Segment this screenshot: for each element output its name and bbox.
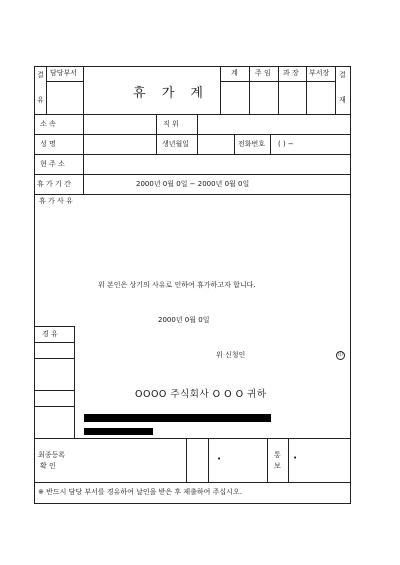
grid-line — [156, 114, 157, 154]
footer-note: ※ 반드시 담당 부서를 경유하여 날인을 받은 후 제출하여 주십시오. — [38, 488, 242, 496]
application-date: 2000년 0월 0일 — [158, 316, 210, 324]
review-box-4[interactable] — [35, 407, 74, 438]
phone-label: 전화번호 — [238, 140, 266, 148]
grid-line — [83, 66, 84, 114]
approver-header-3: 과 장 — [283, 69, 299, 77]
signature-box-1[interactable] — [221, 82, 249, 114]
approval-right-label-top: 결 — [339, 71, 346, 79]
approver-header-1: 계 — [231, 69, 238, 77]
name-field[interactable] — [84, 135, 156, 154]
bullet-mark-2: • — [293, 454, 298, 462]
review-box-2[interactable] — [35, 359, 74, 390]
signature-box-2[interactable] — [250, 82, 278, 114]
grid-line — [288, 438, 289, 482]
dept-in-charge-label: 담당부서 — [50, 69, 78, 77]
name-label: 성 명 — [40, 140, 56, 148]
position-label: 직 위 — [163, 120, 179, 128]
grid-line — [186, 438, 187, 482]
grid-line — [34, 194, 350, 195]
review-box-3[interactable] — [35, 391, 74, 406]
position-field[interactable] — [198, 115, 350, 134]
grid-line — [34, 326, 75, 327]
birthdate-label: 생년월일 — [162, 140, 190, 148]
applicant-label: 위 신청인 — [216, 351, 246, 359]
grid-line — [34, 482, 350, 483]
redacted-text-bar-1 — [84, 414, 271, 422]
seal-icon: 印 — [337, 352, 343, 358]
grid-line — [270, 134, 271, 154]
grid-line — [208, 438, 209, 482]
form-border-top — [34, 66, 350, 67]
grid-line — [34, 174, 350, 175]
dept-label: 소 속 — [40, 120, 56, 128]
leave-reason-label: 휴 가 사 유 — [39, 197, 73, 205]
declaration-statement: 위 본인은 상기의 사유로 인하여 휴가하고자 합니다. — [98, 281, 256, 289]
grid-line — [34, 134, 350, 135]
review-label: 경 유 — [42, 330, 58, 338]
recipient-line: OOOO 주식회사 O O O 귀하 — [135, 389, 267, 400]
grid-line — [234, 134, 235, 154]
final-registration-label: 최종등록 — [38, 451, 66, 459]
approval-label-top: 결 — [37, 71, 44, 79]
birthdate-field[interactable] — [198, 135, 234, 154]
leave-reason-field[interactable] — [36, 208, 348, 278]
approver-header-4: 부서장 — [309, 69, 330, 77]
registration-field[interactable] — [75, 439, 186, 482]
notify-label-bottom: 보 — [274, 462, 281, 470]
form-title: 휴 가 계 — [133, 86, 209, 101]
redacted-text-bar-2 — [84, 428, 153, 435]
leave-period-value[interactable]: 2000년 0월 0일 − 2000년 0월 0일 — [136, 180, 250, 188]
approval-right-label-bottom: 재 — [339, 96, 346, 104]
bullet-mark-1: • — [217, 455, 222, 463]
signature-box-4[interactable] — [307, 82, 335, 114]
dept-field[interactable] — [84, 115, 156, 134]
approval-label-bottom: 유 — [37, 96, 44, 104]
grid-line — [46, 81, 83, 82]
address-label: 현 주 소 — [40, 160, 65, 168]
form-border-bottom — [34, 503, 351, 504]
review-box-1[interactable] — [35, 343, 74, 358]
leave-period-label: 휴 가 기 간 — [37, 180, 71, 188]
address-field[interactable] — [84, 155, 350, 174]
form-border-right — [350, 66, 351, 504]
phone-field[interactable]: ( ) − — [278, 140, 294, 148]
grid-line — [335, 66, 336, 114]
notify-label-top: 통 — [274, 451, 281, 459]
grid-line — [46, 66, 47, 114]
approver-header-2: 주 임 — [255, 69, 271, 77]
grid-line — [267, 438, 268, 482]
signature-box-3[interactable] — [279, 82, 306, 114]
confirmation-label: 확 인 — [40, 462, 56, 470]
